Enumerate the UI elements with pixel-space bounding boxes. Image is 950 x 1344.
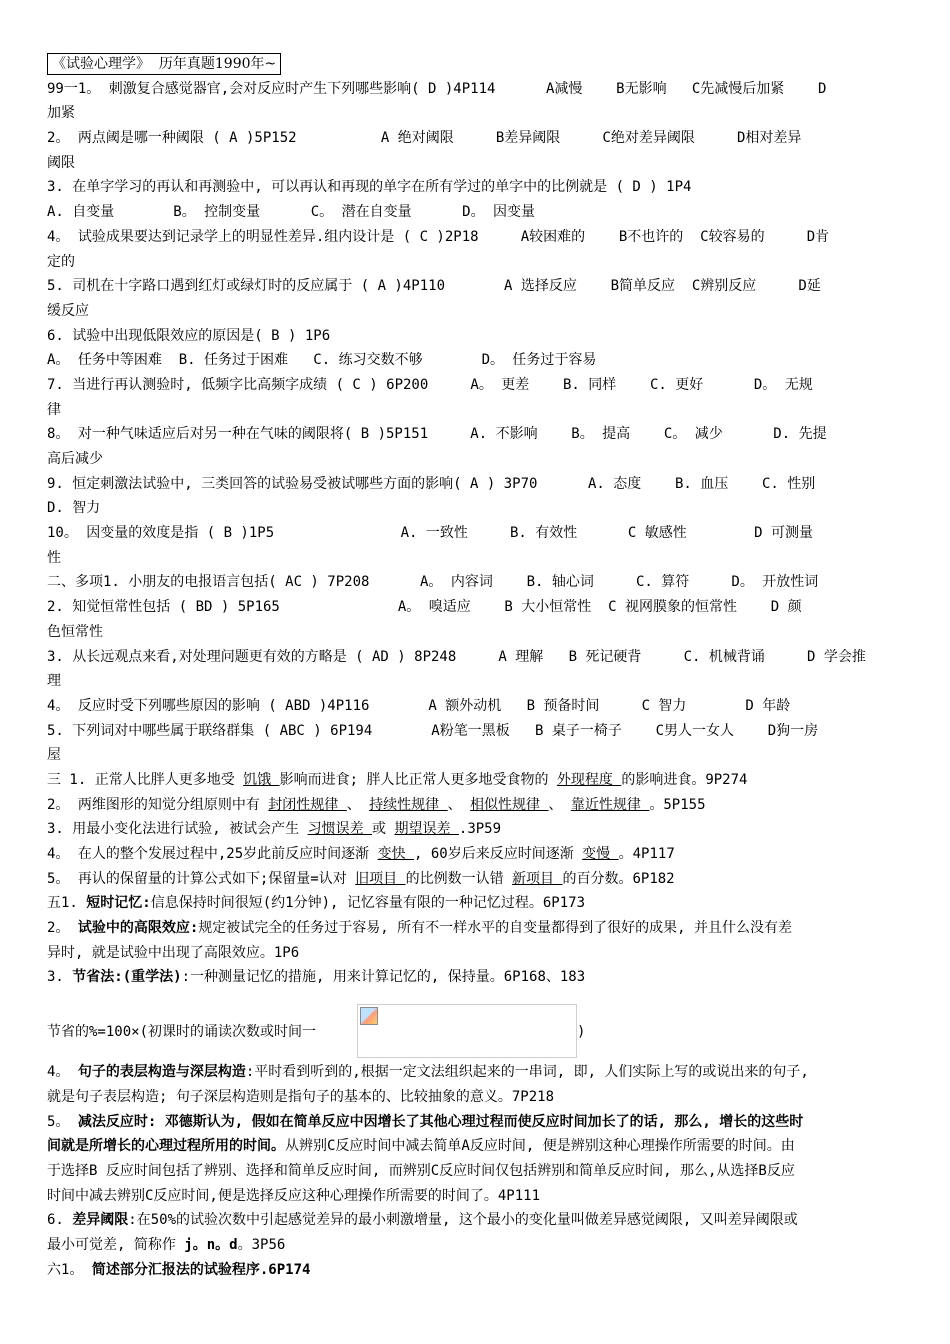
text-line: D. 智力: [47, 500, 101, 517]
text-line: [47, 768, 907, 793]
text-line: [47, 793, 907, 818]
text-segment: 5。: [47, 1113, 78, 1130]
broken-image-icon: [360, 1007, 378, 1025]
text-segment: 规定被试完全的任务过于容易, 所有不一样水平的自变量都得到了很好的成果, 并且什么没有差: [198, 920, 793, 937]
text-segment: 5。 再认的保留量的计算公式如下;保留量=认对: [47, 870, 356, 887]
text-segment: 。3P56: [237, 1236, 286, 1253]
term-heading: 句子的表层构造与深层构造: [77, 1064, 246, 1081]
text-segment: :一种测量记忆的措施, 用来计算记忆的, 保持量。6P168、183: [181, 969, 586, 986]
text-line: 6. 试验中出现低限效应的原因是( B ) 1P6: [47, 327, 331, 344]
text-line: 4。 反应时受下列哪些原因的影响 ( ABD )4P116 A 额外动机 B 预备时间 C 智力 D 年龄: [47, 697, 791, 714]
text-segment: 的比例数一认错: [405, 870, 513, 887]
text-line: [47, 867, 907, 892]
answer-blank: 相似性规律: [470, 796, 549, 813]
text-line: [47, 1208, 907, 1233]
text-line: 时间中减去辨别C反应时间,便是选择反应这种心理操作所需要的时间了。4P111: [47, 1187, 540, 1204]
text-line: [47, 891, 907, 916]
term-heading: 短时记忆:: [86, 895, 151, 912]
text-segment: 的百分数。6P182: [562, 870, 675, 887]
text-line: 二、多项1. 小朋友的电报语言包括( AC ) 7P208 A。 内容词 B. 轴心词 C. 算符 D。 开放性词: [47, 574, 819, 591]
text-line: [47, 817, 907, 842]
text-line: 99一1。 刺激复合感觉器官,会对反应时产生下列哪些影响( D )4P114 A减慢 B无影响 C先减慢后加紧 D: [47, 80, 827, 97]
text-line: 律: [47, 401, 61, 418]
text-segment: 影响而进食; 胖人比正常人更多地受食物的: [279, 771, 557, 788]
term-heading: 节省法:(重学法): [72, 969, 182, 986]
formula-close-paren: ): [577, 1024, 586, 1041]
answer-blank: 新项目: [512, 870, 563, 887]
text-line: A. 自变量 B。 控制变量 C。 潜在自变量 D。 因变量: [47, 204, 536, 221]
text-segment: .3P59: [458, 821, 502, 838]
broken-formula-image: [357, 1004, 577, 1058]
text-segment: 信息保持时间很短(约1分钟), 记忆容量有限的一种记忆过程。6P173: [150, 895, 586, 912]
term-heading: 间就是所增长的心理过程所用的时间。: [47, 1138, 285, 1155]
text-segment: :在50%的试验次数中引起感觉差异的最小刺激增量, 这个最小的变化量叫做差异感觉阈限, 又叫差异阈限或: [128, 1212, 798, 1229]
text-line: 于选择B 反应时间包括了辨别、选择和简单反应时间, 而辨别C反应时间仅包括辨别和简单反应时间, 那么,从选择B反应: [47, 1162, 795, 1179]
text-line: 2. 知觉恒常性包括 ( BD ) 5P165 A。 嗅适应 B 大小恒常性 C 视网膜象的恒常性 D 颜: [47, 599, 802, 616]
text-line: 7. 当进行再认测验时, 低频字比高频字成绩 ( C ) 6P200 A。 更差 B. 同样 C. 更好 D。 无规: [47, 376, 813, 393]
text-segment: 最小可觉差, 简称作: [47, 1236, 185, 1253]
text-line: 就是句子表层构造; 句子深层构造则是指句子的基本的、比较抽象的意义。7P218: [47, 1088, 554, 1105]
text-line: [47, 842, 907, 867]
text-line: 色恒常性: [47, 623, 103, 640]
term-heading: 简述部分汇报法的试验程序.6P174: [91, 1261, 311, 1278]
text-segment: 、: [346, 796, 370, 813]
document-title: 《试验心理学》 历年真题1990年~: [47, 53, 281, 75]
text-line: [47, 916, 907, 941]
text-segment: 六1。: [47, 1261, 92, 1278]
text-line: 3. 在单字学习的再认和再测验中, 可以再认和再现的单字在所有学过的单字中的比例就是 ( D ) 1P4: [47, 179, 692, 196]
text-line: 定的: [47, 253, 75, 270]
answer-blank: 旧项目: [355, 870, 406, 887]
text-line: 9. 恒定刺激法试验中, 三类回答的试验易受被试哪些方面的影响( A ) 3P70 A. 态度 B. 血压 C. 性别: [47, 475, 816, 492]
text-line: 性: [47, 549, 61, 566]
text-line: 屋: [47, 747, 61, 764]
text-line: 异时, 就是试验中出现了高限效应。1P6: [47, 944, 300, 961]
term-heading: 减法反应时: 邓德斯认为, 假如在简单反应中因增长了其他心理过程而使反应时间加长了的话, 那么, 增长的这些时: [77, 1113, 804, 1130]
answer-blank: 变慢: [582, 846, 619, 862]
text-segment: 或: [372, 821, 395, 838]
answer-blank: 封闭性规律: [268, 796, 347, 813]
text-line: A。 任务中等困难 B. 任务过于困难 C. 练习交数不够 D。 任务过于容易: [47, 352, 597, 369]
text-segment: 3.: [47, 969, 73, 986]
formula-row: [47, 1004, 907, 1060]
text-line: [47, 1134, 907, 1159]
text-line: 2。 两点阈是哪一种阈限 ( A )5P152 A 绝对阈限 B差异阈限 C绝对差异阈限 D相对差异: [47, 130, 802, 147]
text-segment: , 60岁后来反应时间逐渐: [414, 846, 583, 862]
document-title-line: [47, 52, 907, 77]
answer-blank: 饥饿: [243, 771, 280, 788]
document-body: [47, 52, 907, 1282]
text-line: 10。 因变量的效度是指 ( B )1P5 A. 一致性 B. 有效性 C 敏感性 D 可测量: [47, 525, 814, 542]
text-line: 3. 从长远观点来看,对处理问题更有效的方略是 ( AD ) 8P248 A 理解 B 死记硬背 C. 机械背诵 D 学会推: [47, 648, 866, 665]
text-line: [47, 965, 907, 990]
text-segment: 、: [447, 796, 471, 813]
text-line: 4。 试验成果要达到记录学上的明显性差异.组内设计是 ( C )2P18 A较困难的 B不也许的 C较容易的 D肯: [47, 228, 830, 245]
text-line: 加紧: [47, 105, 75, 122]
answer-blank: 期望误差: [394, 821, 459, 838]
text-line: 5. 下列词对中哪些属于联络群集 ( ABC ) 6P194 A粉笔一黑板 B 桌子一椅子 C男人一女人 D狗一房: [47, 722, 819, 739]
text-segment: 、: [548, 796, 571, 813]
text-line: 缓反应: [47, 302, 89, 319]
text-line: 5. 司机在十字路口遇到红灯或绿灯时的反应属于 ( A )4P110 A 选择反应 B简单反应 C辨别反应 D延: [47, 278, 821, 295]
text-segment: 6.: [47, 1212, 73, 1229]
text-segment: 3. 用最小变化法进行试验, 被试会产生: [47, 821, 308, 838]
text-segment: 。5P155: [649, 796, 706, 813]
answer-blank: 外现程度: [556, 771, 622, 788]
text-line: 阈限: [47, 154, 75, 171]
answer-blank: 习惯误差: [307, 821, 373, 838]
text-line: [47, 1060, 907, 1085]
text-segment: 2。: [47, 920, 78, 937]
term-heading: j。n。d: [184, 1236, 238, 1253]
answer-blank: 靠近性规律: [570, 796, 650, 813]
text-segment: 的影响进食。9P274: [621, 771, 748, 788]
text-segment: 五1.: [47, 895, 87, 912]
text-line: [47, 1110, 907, 1135]
term-heading: 试验中的高限效应:: [77, 920, 199, 937]
answer-blank: 持续性规律: [369, 796, 448, 813]
text-segment: 从辨别C反应时间中减去简单A反应时间, 便是辨别这种心理操作所需要的时间。由: [285, 1138, 795, 1155]
text-segment: 三 1. 正常人比胖人更多地受: [47, 771, 244, 788]
text-segment: 2。 两维图形的知觉分组原则中有: [47, 796, 269, 813]
text-segment: 4。: [47, 1064, 78, 1081]
term-heading: 差异阈限: [72, 1212, 129, 1229]
formula-text: 节省的%=100×(初课时的诵读次数或时间一: [47, 1024, 317, 1041]
text-line: [47, 1258, 907, 1283]
text-line: 8。 对一种气味适应后对另一种在气味的阈限将( B )5P151 A. 不影响 B。 提高 C。 减少 D. 先提: [47, 426, 827, 443]
text-line: [47, 1233, 907, 1258]
answer-blank: 变快: [377, 846, 415, 862]
text-segment: 。4P117: [618, 846, 675, 862]
text-line: 高后减少: [47, 451, 103, 467]
text-segment: :平时看到听到的,根据一定文法组织起来的一串词, 即, 人们实际上写的或说出来的句子,: [245, 1064, 809, 1081]
text-segment: 4。 在人的整个发展过程中,25岁此前反应时间逐渐: [47, 846, 378, 862]
text-line: 理: [47, 673, 61, 690]
